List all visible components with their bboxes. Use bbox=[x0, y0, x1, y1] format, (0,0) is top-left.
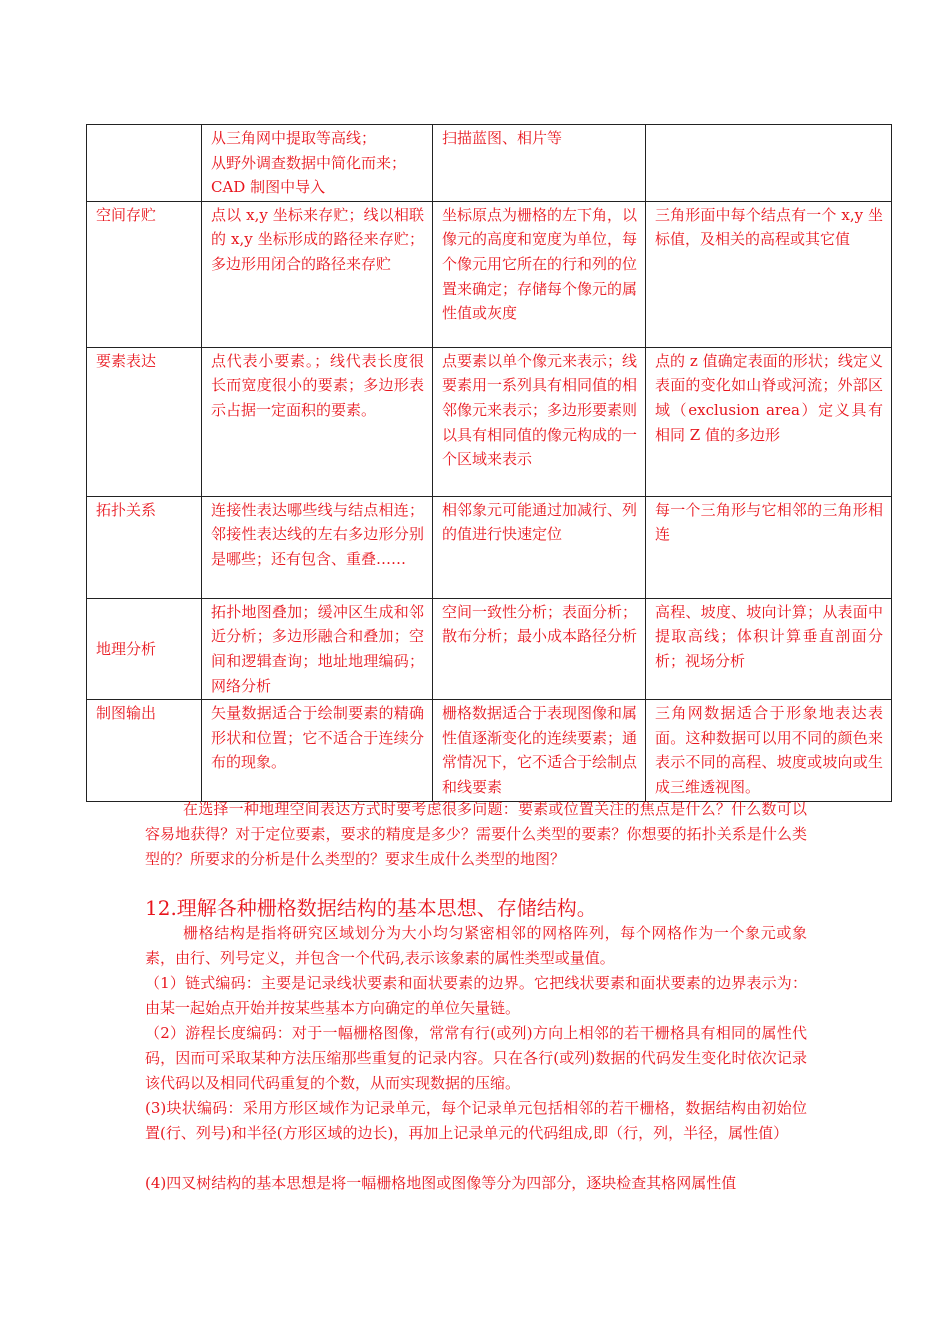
tin-cell: 点的 z 值确定表面的形状；线定义表面的变化如山脊或河流；外部区域（exclusion area）定义具有相同 Z 值的多边形 bbox=[646, 347, 892, 496]
table-row bbox=[87, 700, 892, 801]
row-label: 拓扑关系 bbox=[87, 496, 202, 598]
section-heading: 12.理解各种栅格数据结构的基本思想、存储结构。 bbox=[145, 896, 597, 920]
tin-cell: 三角网数据适合于形象地表达表面。这种数据可以用不同的颜色来表示不同的高程、坡度或坡向或生成三维透视图。 bbox=[646, 700, 892, 801]
vector-cell: 点以 x,y 坐标来存贮；线以相联的 x,y 坐标形成的路径来存贮；多边形用闭合的路径来存贮 bbox=[202, 201, 433, 347]
comparison-table bbox=[86, 124, 892, 802]
raster-cell: 栅格数据适合于表现图像和属性值逐渐变化的连续要素；通常情况下，它不适合于绘制点和线要素 bbox=[433, 700, 646, 801]
tin-cell: 高程、坡度、坡向计算；从表面中提取高线；体积计算垂直剖面分析；视场分析 bbox=[646, 598, 892, 699]
vector-cell: 拓扑地图叠加；缓冲区生成和邻近分析；多边形融合和叠加；空间和逻辑查询；地址地理编码；网络分析 bbox=[202, 598, 433, 699]
row-label: 空间存贮 bbox=[87, 201, 202, 347]
vector-cell: 矢量数据适合于绘制要素的精确形状和位置；它不适合于连续分布的现象。 bbox=[202, 700, 433, 801]
chain-code-paragraph: （1）链式编码：主要是记录线状要素和面状要素的边界。它把线状要素和面状要素的边界表示为：由某一起始点开始并按某些基本方向确定的单位矢量链。 bbox=[145, 974, 807, 1017]
raster-cell: 相邻象元可能通过加减行、列的值进行快速定位 bbox=[433, 496, 646, 598]
run-length-paragraph: （2）游程长度编码：对于一幅栅格图像，常常有行(或列)方向上相邻的若干栅格具有相同的属性代码，因而可采取某种方法压缩那些重复的记录内容。只在各行(或列)数据的代码发生变化时依次记录该代码以及相同代码重复的个数，从而实现数据的压缩。 bbox=[145, 1024, 807, 1092]
raster-cell: 空间一致性分析；表面分析；散布分析；最小成本路径分析 bbox=[433, 598, 646, 699]
vector-cell: 连接性表达哪些线与结点相连；邻接性表达线的左右多边形分别是哪些；还有包含、重叠…… bbox=[202, 496, 433, 598]
vector-cell: 点代表小要素。；线代表长度很长而宽度很小的要素；多边形表示占据一定面积的要素。 bbox=[202, 347, 433, 496]
raster-cell: 扫描蓝图、相片等 bbox=[433, 125, 646, 202]
tin-cell: 每一个三角形与它相邻的三角形相连 bbox=[646, 496, 892, 598]
quadtree-paragraph: (4)四叉树结构的基本思想是将一幅栅格地图或图像等分为四部分，逐块检查其格网属性值 bbox=[145, 1174, 737, 1192]
raster-cell: 坐标原点为栅格的左下角，以像元的高度和宽度为单位，每个像元用它所在的行和列的位置来确定；存储每个像元的属性值或灰度 bbox=[433, 201, 646, 347]
intro-paragraph: 在选择一种地理空间表达方式时要考虑很多问题：要素或位置关注的焦点是什么？什么数可以容易地获得？对于定位要素，要求的精度是多少？需要什么类型的要素？你想要的拓扑关系是什么类型的？所要求的分析是什么类型的？要求生成什么类型的地图？ bbox=[145, 800, 807, 868]
table-row bbox=[87, 201, 892, 347]
table-row bbox=[87, 125, 892, 202]
tin-cell bbox=[646, 125, 892, 202]
table-row bbox=[87, 598, 892, 699]
table-row bbox=[87, 496, 892, 598]
row-label: 要素表达 bbox=[87, 347, 202, 496]
raster-cell: 点要素以单个像元来表示；线要素用一系列具有相同值的相邻像元来表示；多边形要素则以具有相同值的像元构成的一个区域来表示 bbox=[433, 347, 646, 496]
block-code-paragraph: (3)块状编码：采用方形区域作为记录单元，每个记录单元包括相邻的若干栅格，数据结构由初始位置(行、列号)和半径(方形区域的边长)，再加上记录单元的代码组成,即（行，列，半径，属性值） bbox=[145, 1099, 807, 1142]
row-label: 制图输出 bbox=[87, 700, 202, 801]
vector-cell: 从三角网中提取等高线； 从野外调查数据中简化而来； CAD 制图中导入 bbox=[202, 125, 433, 202]
row-label: 地理分析 bbox=[87, 598, 202, 699]
row-label bbox=[87, 125, 202, 202]
tin-cell: 三角形面中每个结点有一个 x,y 坐标值，及相关的高程或其它值 bbox=[646, 201, 892, 347]
definition-paragraph: 栅格结构是指将研究区域划分为大小均匀紧密相邻的网格阵列，每个网格作为一个象元或象素，由行、列号定义，并包含一个代码,表示该象素的属性类型或量值。 bbox=[145, 924, 807, 967]
table-row bbox=[87, 347, 892, 496]
